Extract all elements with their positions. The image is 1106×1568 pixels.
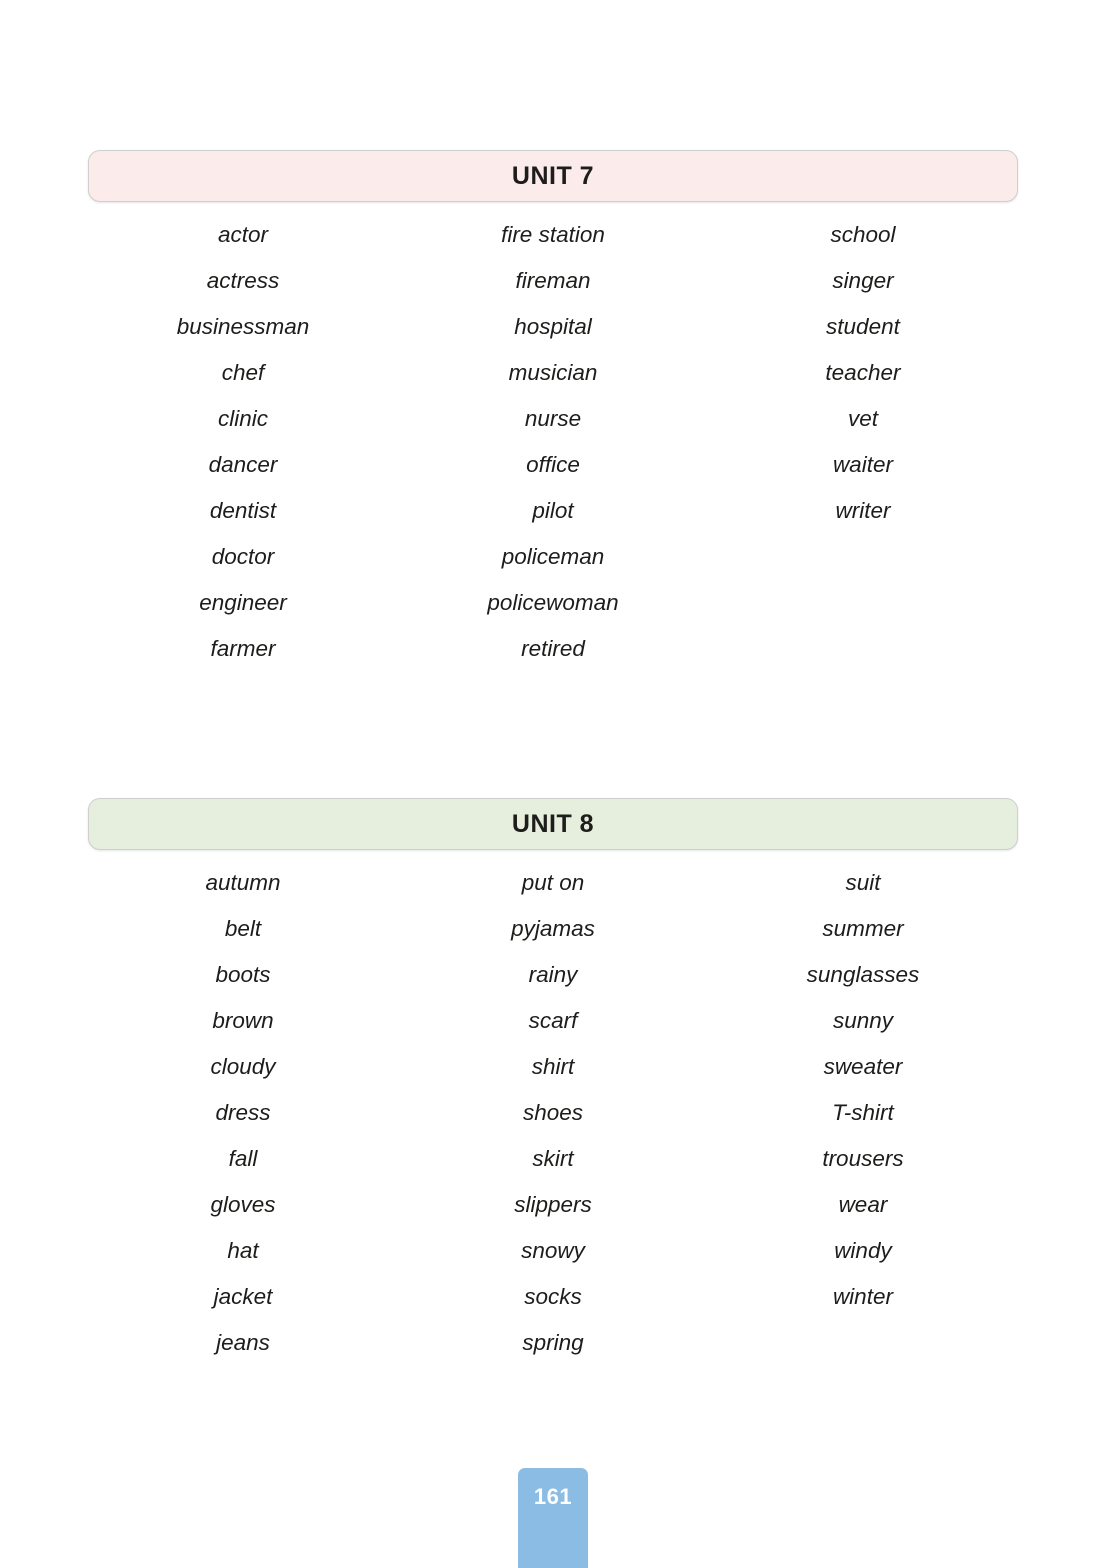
word-item: waiter: [832, 452, 893, 477]
unit-block-7: [88, 150, 1018, 672]
word-item: fire station: [501, 222, 605, 247]
word-item: pyjamas: [511, 916, 595, 941]
word-item: shirt: [531, 1054, 575, 1079]
word-item: singer: [832, 268, 894, 293]
unit-7-column-1: [88, 212, 398, 672]
word-item: T-shirt: [832, 1100, 894, 1125]
word-item: sunny: [832, 1008, 893, 1033]
unit-8-column-3: [708, 860, 1018, 1366]
word-item: actress: [206, 268, 280, 293]
word-item: jeans: [216, 1330, 270, 1355]
word-item: spring: [522, 1330, 584, 1355]
word-item: retired: [521, 636, 585, 661]
word-item: autumn: [205, 870, 281, 895]
word-item: school: [830, 222, 896, 247]
unit-8-column-1: [88, 860, 398, 1366]
word-item: shoes: [522, 1100, 583, 1125]
word-item: winter: [832, 1284, 893, 1309]
word-item: musician: [508, 360, 598, 385]
unit-7-header: UNIT 7: [88, 150, 1018, 202]
word-item: jacket: [213, 1284, 273, 1309]
word-item: snowy: [521, 1238, 585, 1263]
word-item: engineer: [199, 590, 287, 615]
word-item: clinic: [217, 406, 268, 431]
unit-block-8: [88, 798, 1018, 1366]
word-item: sunglasses: [806, 962, 920, 987]
word-item: boots: [215, 962, 271, 987]
word-item: gloves: [210, 1192, 276, 1217]
word-item: skirt: [532, 1146, 574, 1171]
unit-7-column-2: [398, 212, 708, 672]
word-item: pilot: [532, 498, 574, 523]
unit-7-column-3: [708, 212, 1018, 672]
word-item: brown: [212, 1008, 274, 1033]
word-item: policeman: [501, 544, 605, 569]
word-item: wear: [838, 1192, 888, 1217]
word-item: put on: [521, 870, 585, 895]
word-item: rainy: [528, 962, 578, 987]
word-item: hat: [227, 1238, 259, 1263]
word-item: slippers: [514, 1192, 592, 1217]
word-item: writer: [835, 498, 891, 523]
word-item: farmer: [210, 636, 276, 661]
word-item: teacher: [825, 360, 901, 385]
word-item: summer: [822, 916, 904, 941]
word-item: cloudy: [210, 1054, 276, 1079]
word-item: nurse: [524, 406, 582, 431]
word-item: suit: [845, 870, 881, 895]
word-item: vet: [847, 406, 878, 431]
word-item: sweater: [823, 1054, 903, 1079]
unit-7-word-columns: [88, 212, 1018, 672]
word-item: dentist: [209, 498, 277, 523]
unit-8-word-columns: [88, 860, 1018, 1366]
word-item: actor: [217, 222, 268, 247]
word-item: fall: [228, 1146, 258, 1171]
word-item: dancer: [208, 452, 278, 477]
word-item: businessman: [176, 314, 310, 339]
word-item: windy: [834, 1238, 892, 1263]
word-item: scarf: [528, 1008, 578, 1033]
unit-8-header: UNIT 8: [88, 798, 1018, 850]
word-item: policewoman: [487, 590, 619, 615]
word-item: belt: [224, 916, 262, 941]
word-item: fireman: [515, 268, 591, 293]
word-item: socks: [524, 1284, 582, 1309]
unit-8-column-2: [398, 860, 708, 1366]
word-item: hospital: [514, 314, 592, 339]
word-item: doctor: [211, 544, 275, 569]
word-item: dress: [215, 1100, 271, 1125]
word-item: chef: [221, 360, 265, 385]
page-number-tab: [518, 1468, 588, 1568]
page-number: 161: [533, 1484, 573, 1509]
word-item: office: [526, 452, 580, 477]
word-item: trousers: [822, 1146, 904, 1171]
word-item: student: [826, 314, 900, 339]
